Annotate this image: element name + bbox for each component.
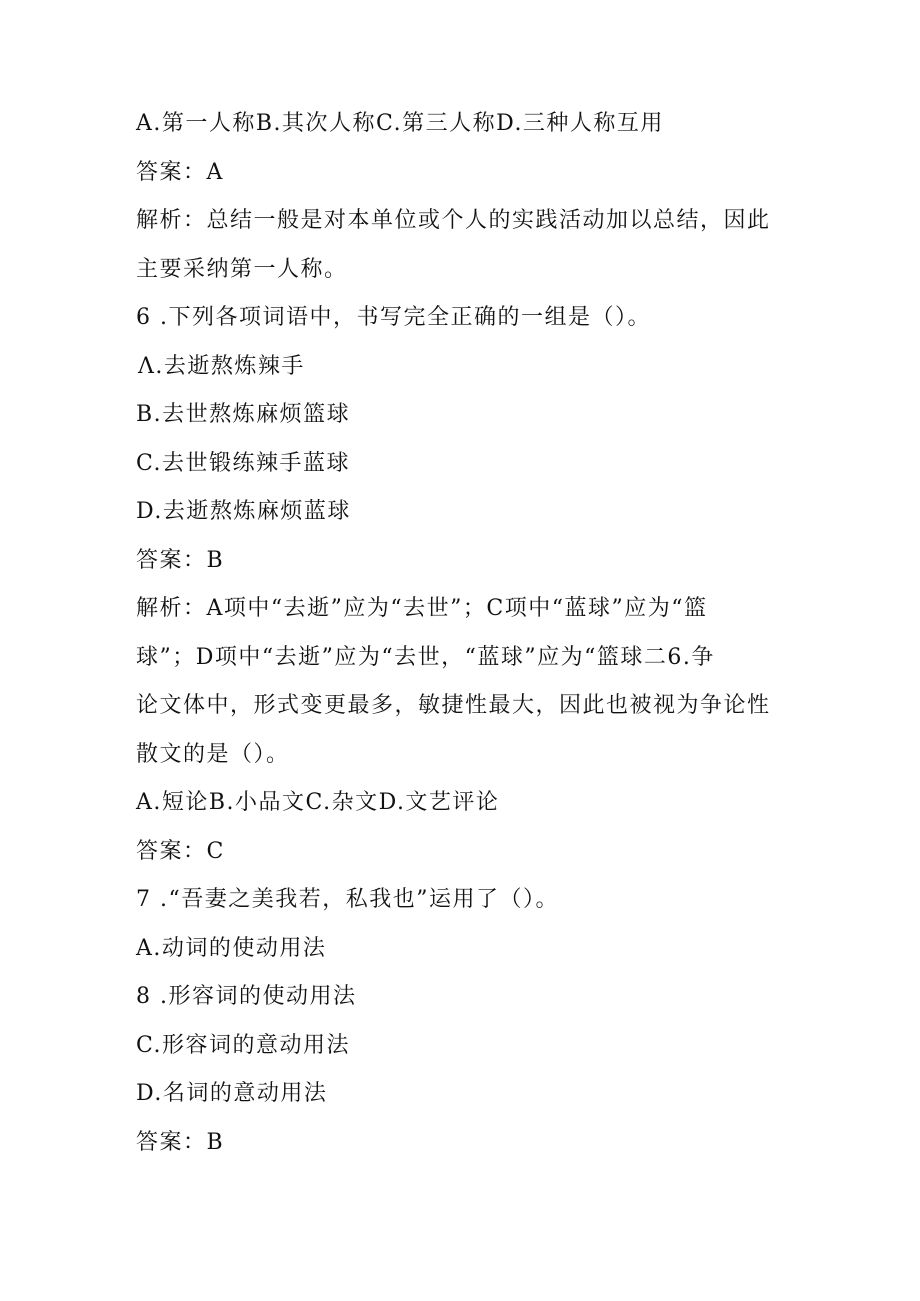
document-body [136,100,796,1167]
question-essay-line-2: 散文的是（）。 [136,741,290,767]
option-q6-c: C.去世锻练辣手蓝球 [136,450,351,476]
option-q7-a: A.动词的使动用法 [136,935,327,961]
explanation-q5-line-2: 主要采纳第一人称。 [136,256,348,282]
question-7: 7 .“吾妻之美我若，私我也”运用了（）。 [136,887,559,912]
explanation-q6-line-1: 解析：A项中“去逝”应为“去世”；C项中“蓝球”应为“篮 [136,596,708,621]
question-essay-line-1: 论文体中，形式变更最多，敏捷性最大，因此也被视为争论性 [136,693,771,718]
option-line-q5: A.第一人称B.其次人称C.第三人称D.三种人称互用 [136,111,664,136]
answer-q5: 答案：A [136,159,224,185]
option-q6-b: B.去世熬炼麻烦篮球 [136,402,351,427]
option-q6-a: Λ.去逝熬炼辣手 [138,353,305,379]
explanation-q5-line-1: 解析：总结一般是对本单位或个人的实践活动加以总结，因此 [136,208,771,233]
option-q7-b: 8 .形容词的使动用法 [136,984,357,1009]
answer-q6: 答案：B [136,547,225,573]
question-6: 6 .下列各项词语中，书写完全正确的一组是（）。 [136,305,651,330]
option-q6-d: D.去逝熬炼麻烦蓝球 [136,499,351,524]
answer-essay: 答案：C [136,838,225,864]
explanation-q6-line-2: 球”；D项中“去逝”应为“去世，“蓝球”应为“篮球二6.争 [136,644,715,670]
answer-q7: 答案：B [136,1129,225,1155]
option-line-essay: A.短论B.小品文C.杂文D.文艺评论 [136,790,500,815]
option-q7-c: C.形容词的意动用法 [136,1032,351,1058]
option-q7-d: D.名词的意动用法 [136,1081,328,1106]
